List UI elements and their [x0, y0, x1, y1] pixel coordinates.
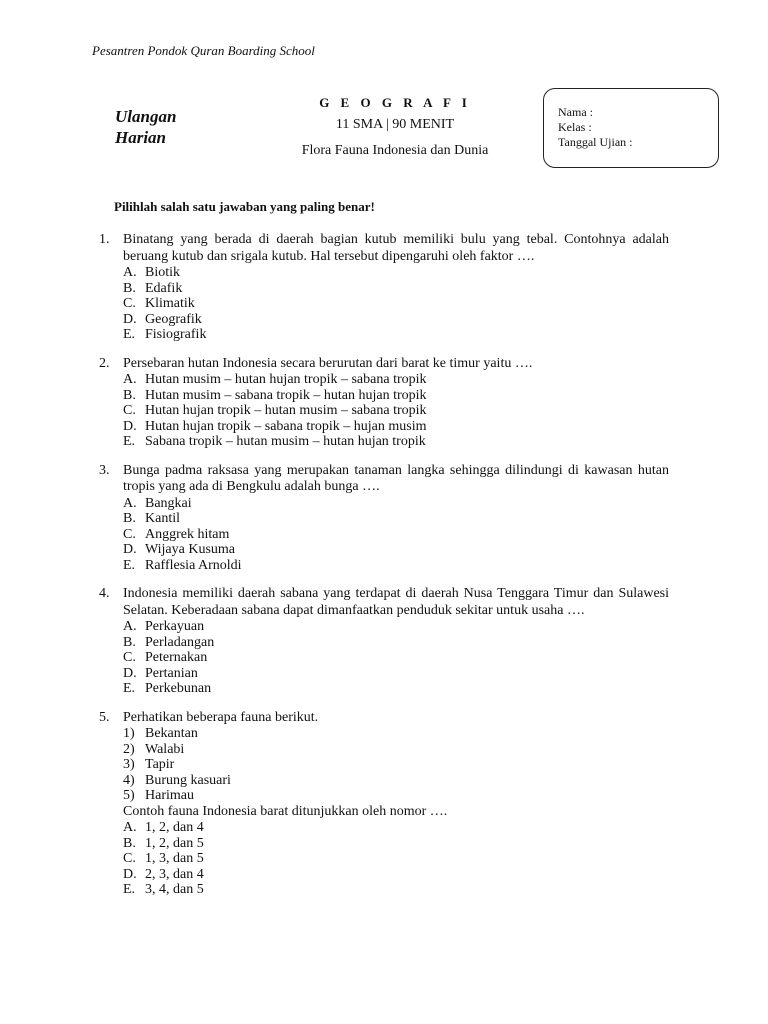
question-text: Binatang yang berada di daerah bagian kutub memiliki bulu yang tebal. Contohnya adalah beruang kutub dan srigala kutub. Hal tersebut dipengaruhi oleh faktor ….	[123, 232, 669, 264]
answer-option-text: Perkayuan	[145, 619, 205, 634]
question-number: 5.	[99, 709, 110, 725]
answer-option-text: Sabana tropik – hutan musim – hutan hujan tropik	[145, 434, 426, 449]
question-list	[0, 232, 768, 911]
answer-option	[123, 558, 669, 574]
answer-option-text: Bangkai	[145, 495, 192, 511]
answer-option-text: Anggrek hitam	[145, 526, 230, 542]
statement-item-letter: 1)	[123, 726, 135, 741]
answer-option-letter: C.	[123, 851, 136, 866]
answer-option	[123, 619, 669, 635]
question-4	[0, 586, 768, 697]
class-label: Kelas :	[558, 120, 592, 134]
answer-option	[123, 867, 669, 883]
answer-option-text: 1, 2, dan 5	[145, 835, 204, 851]
question-body	[123, 356, 669, 450]
answer-option-letter: D.	[123, 665, 137, 681]
answer-option-letter: B.	[123, 835, 136, 851]
answer-option	[123, 403, 669, 419]
answer-option-letter: E.	[123, 434, 136, 449]
answer-option-text: Perladangan	[145, 634, 215, 650]
answer-option-text: 2, 3, dan 4	[145, 866, 204, 882]
question-text: Indonesia memiliki daerah sabana yang terdapat di daerah Nusa Tenggara Timur dan Sulawesi Selatan. Keberadaan sabana dapat dimanfaatkan penduduk sekitar untuk usaha ….	[123, 586, 669, 618]
answer-option-letter: D.	[123, 866, 137, 882]
statement-item-text: Walabi	[145, 741, 185, 757]
question-2	[0, 356, 768, 450]
answer-option	[123, 542, 669, 558]
answer-option	[123, 265, 669, 281]
statement-item	[123, 757, 669, 773]
answer-option-letter: E.	[123, 327, 136, 342]
answer-option	[123, 820, 669, 836]
question-1	[0, 232, 768, 343]
answer-option	[123, 650, 669, 666]
question-body	[123, 710, 669, 898]
answer-option-text: 3, 4, dan 5	[145, 882, 204, 897]
answer-option-letter: E.	[123, 882, 136, 897]
answer-option-text: Biotik	[145, 265, 181, 280]
answer-option-letter: D.	[123, 418, 137, 434]
answer-option-letter: C.	[123, 296, 136, 311]
statement-item-letter: 3)	[123, 757, 135, 772]
answer-option-text: 1, 3, dan 5	[145, 851, 204, 866]
answer-option-text: Hutan musim – sabana tropik – hutan hujan tropik	[145, 387, 427, 403]
answer-option-text: 1, 2, dan 4	[145, 820, 204, 835]
student-identity-box	[543, 88, 719, 168]
answer-option-text: Edafik	[145, 280, 183, 296]
statement-item-text: Tapir	[145, 757, 175, 772]
question-number: 4.	[99, 586, 110, 601]
statement-item-text: Burung kasuari	[145, 772, 231, 788]
date-label: Tanggal Ujian :	[558, 135, 633, 149]
question-5	[0, 710, 768, 898]
statement-item	[123, 788, 669, 804]
exam-type-line-2: Harian	[115, 128, 167, 147]
answer-option-text: Wijaya Kusuma	[145, 542, 236, 557]
answer-option-letter: A.	[123, 619, 137, 634]
name-label: Nama :	[558, 105, 593, 119]
question-text: Persebaran hutan Indonesia secara berurutan dari barat ke timur yaitu ….	[123, 355, 533, 371]
answer-option-letter: A.	[123, 820, 137, 835]
answer-option-letter: B.	[123, 511, 136, 526]
answer-option-text: Geografik	[145, 311, 202, 327]
exam-type-title	[115, 106, 176, 148]
answer-option-text: Klimatik	[145, 296, 195, 311]
answer-option-letter: B.	[123, 387, 136, 403]
answer-option	[123, 372, 669, 388]
answer-option	[123, 836, 669, 852]
grade-duration: 11 SMA | 90 MENIT	[335, 117, 455, 132]
answer-option-text: Perkebunan	[145, 681, 212, 696]
answer-option-letter: D.	[123, 311, 137, 327]
answer-option	[123, 527, 669, 543]
statement-item-text: Bekantan	[145, 726, 198, 741]
answer-option	[123, 419, 669, 435]
answer-option	[123, 312, 669, 328]
answer-option-text: Hutan hujan tropik – sabana tropik – hujan musim	[145, 418, 427, 434]
question-number: 2.	[99, 355, 110, 371]
answer-option-letter: A.	[123, 495, 137, 511]
question-number: 3.	[99, 462, 110, 478]
statement-item	[123, 773, 669, 789]
answer-option	[123, 635, 669, 651]
answer-option	[123, 681, 669, 697]
exam-header	[260, 95, 530, 159]
answer-option-text: Hutan musim – hutan hujan tropik – sabana tropik	[145, 372, 427, 387]
statement-item	[123, 742, 669, 758]
answer-option-text: Rafflesia Arnoldi	[145, 557, 242, 573]
subject-title: G E O G R A F I	[319, 95, 471, 110]
answer-option-letter: E.	[123, 557, 136, 573]
answer-option	[123, 296, 669, 312]
answer-option-letter: B.	[123, 634, 136, 650]
question-text: Bunga padma raksasa yang merupakan tanaman langka sehingga dilindungi di kawasan hutan tropis yang ada di Bengkulu adalah bunga ….	[123, 462, 669, 494]
answer-option	[123, 851, 669, 867]
answer-option-text: Peternakan	[145, 650, 208, 665]
statement-item-text: Harimau	[145, 788, 194, 803]
answer-option-text: Kantil	[145, 511, 180, 526]
question-body	[123, 463, 669, 574]
statement-item-letter: 4)	[123, 772, 135, 788]
answer-option-letter: A.	[123, 372, 137, 387]
answer-option-letter: C.	[123, 526, 136, 542]
answer-option	[123, 666, 669, 682]
answer-option-letter: B.	[123, 280, 136, 296]
answer-option-text: Fisiografik	[145, 327, 207, 342]
statement-item-letter: 2)	[123, 741, 135, 757]
statement-item	[123, 726, 669, 742]
question-3	[0, 463, 768, 574]
school-name: Pesantren Pondok Quran Boarding School	[92, 43, 315, 58]
answer-option	[123, 434, 669, 450]
answer-option-text: Pertanian	[145, 665, 198, 681]
question-followup-text: Contoh fauna Indonesia barat ditunjukkan oleh nomor ….	[123, 803, 448, 819]
answer-option	[123, 496, 669, 512]
exam-topic: Flora Fauna Indonesia dan Dunia	[301, 143, 489, 158]
statement-item-letter: 5)	[123, 788, 135, 803]
question-body	[123, 232, 669, 343]
answer-option	[123, 388, 669, 404]
instruction: Pilihlah salah satu jawaban yang paling benar!	[114, 199, 375, 214]
answer-option	[123, 511, 669, 527]
answer-option-letter: C.	[123, 403, 136, 418]
answer-option-text: Hutan hujan tropik – hutan musim – sabana tropik	[145, 403, 427, 418]
answer-option-letter: D.	[123, 542, 137, 557]
answer-option	[123, 327, 669, 343]
answer-option-letter: C.	[123, 650, 136, 665]
question-number: 1.	[99, 232, 110, 247]
exam-type-line-1: Ulangan	[115, 107, 177, 126]
question-text: Perhatikan beberapa fauna berikut.	[123, 709, 319, 725]
answer-option-letter: E.	[123, 681, 136, 696]
question-body	[123, 586, 669, 697]
answer-option-letter: A.	[123, 265, 137, 280]
answer-option	[123, 882, 669, 898]
answer-option	[123, 281, 669, 297]
